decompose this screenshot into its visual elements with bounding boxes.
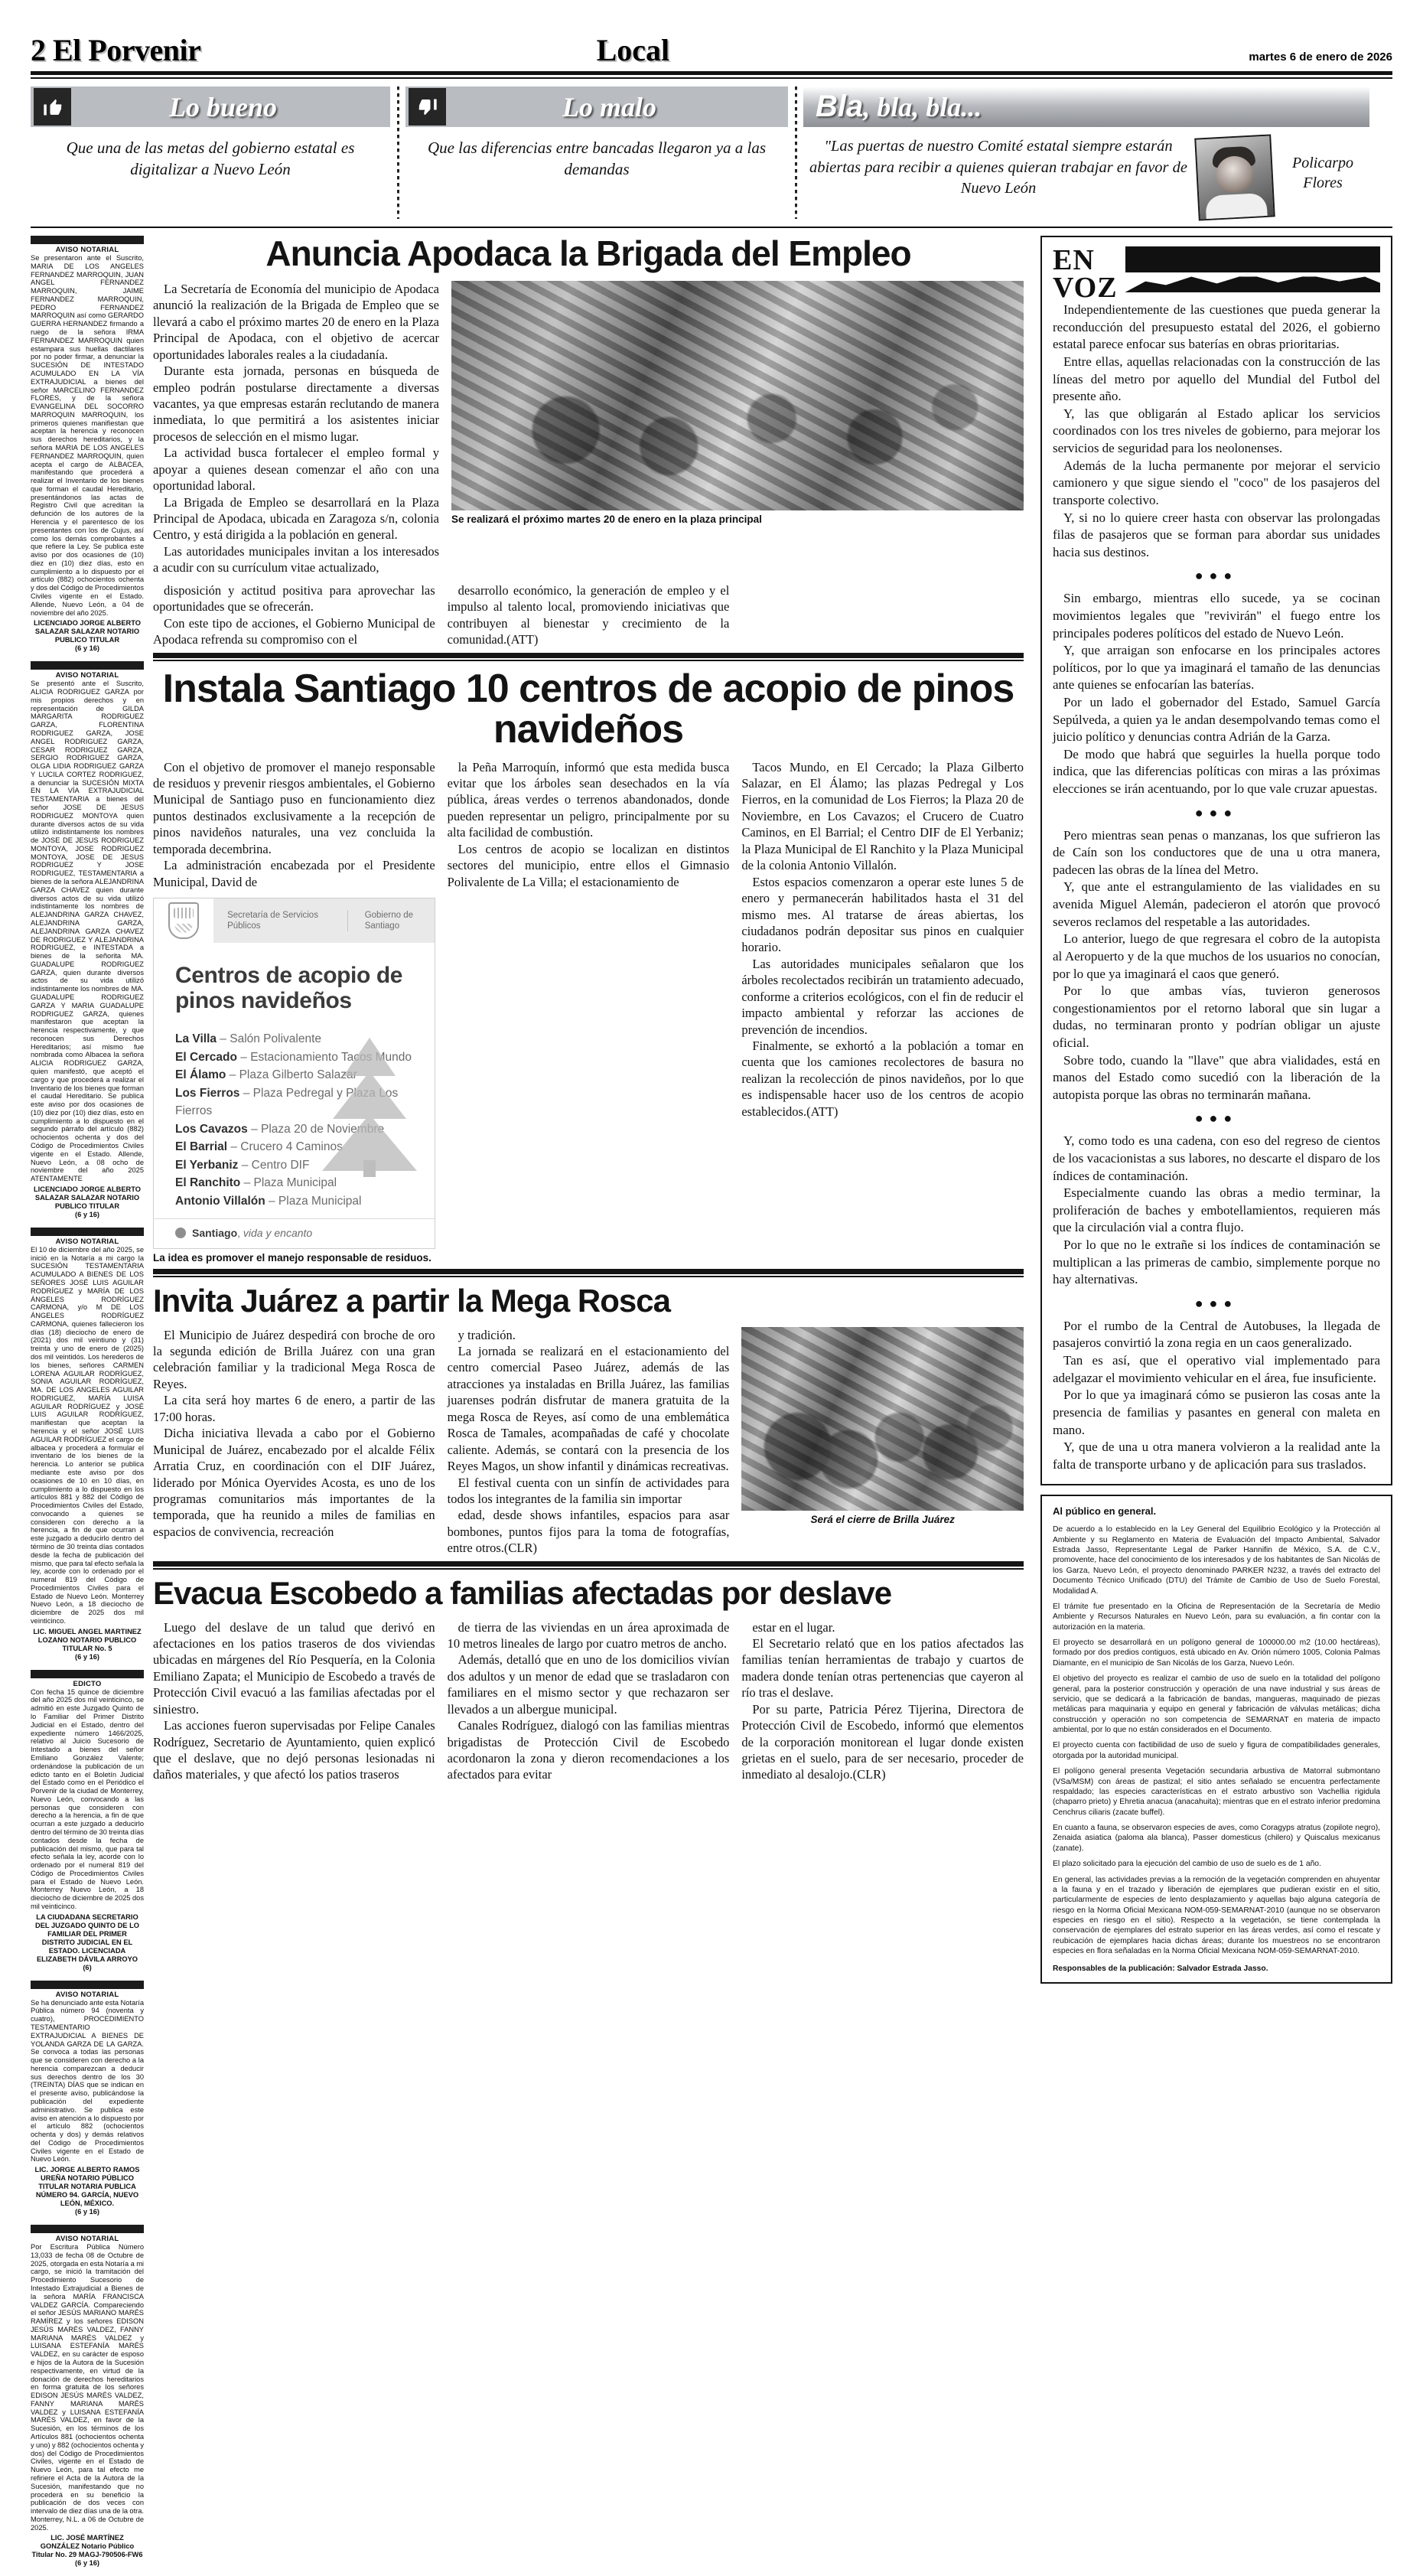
article-divider: [153, 1269, 1024, 1277]
section-separator: ●●●: [1194, 1295, 1239, 1311]
paragraph: El polígono general presenta Vegetación secundaria arbustiva de Matorral submontano (VSa/MSM) con áreas de pastizal; el sitio antes señalado se encuentra perfectamente respaldado; las especies características en el estrato arbustivo son Vachellia rigidula (chaparro prieto) y Ehretia anacua (anacahuita); mientras que en el estrato inferior predomina Cenchrus ciliaris (zacate buffel).: [1053, 1767, 1380, 1817]
legal-notice: [31, 1670, 144, 1971]
article-santiago-cols: [153, 759, 1024, 1264]
notice-signature: LIC. JORGE ALBERTO RAMOS UREÑA NOTARIO PÚBLICO TITULAR NOTARIA PUBLICA NÚMERO 94. GARCÍA, NUEVO LEÓN, MÉXICO.: [34, 2166, 140, 2208]
list-item: El Yerbaniz – Centro DIF: [175, 1158, 310, 1172]
panel-bla-header: [803, 86, 1369, 127]
paragraph: Durante esta jornada, personas en búsqueda de empleo podrán postularse directamente a diversas vacantes, ya que empresas estarán reclutando de manera inmediata, lo que permitirá a los asistentes iniciar procesos de selección en el mismo lugar.: [153, 364, 439, 444]
list-item: El Álamo – Plaza Gilberto Salazar: [175, 1068, 357, 1082]
panel-divider-2: [788, 86, 803, 219]
paragraph: La Brigada de Empleo se desarrollará en la Plaza Principal de Apodaca, ubicada en Zaragoza s/n, colonia Centro, y está dirigida a la población en general.: [153, 494, 439, 543]
paragraph: Por un lado el gobernador del Estado, Samuel García Sepúlveda, a quien ya le andan desempolvando temas como el juicio político y denuncias contra Adrián de la Garza.: [1053, 694, 1380, 745]
santiago-crest-icon: [154, 898, 213, 943]
panels-bottom-rule: [31, 227, 1392, 228]
notice-bar: [31, 1981, 144, 1989]
paragraph: Dicha iniciativa llevada a cabo por el Gobierno Municipal de Juárez, encabezado por el alcalde Félix Arratia Cruz, en coordinación con el DIF Juárez, liderado por Mónica Oyervides Acosta, es uno de los programas comunitarios más importantes de la temporada, que ha reunido a miles de familias en espacios de convivencia, recreación: [153, 1426, 435, 1539]
notice-ref: (6 y 16): [74, 2208, 100, 2216]
notice-body: El 10 de diciembre del año 2025, se inició en la Notaría a mi cargo la SUCESIÓN TESTAMENTARIA ACUMULADO A BIENES DE LOS SEÑORES JOSÉ LUIS AGUILAR RODRÍGUEZ y MARÍA DE LOS ÁNGELES RODRÍGUEZ CARMONA, y/o M DE LOS ÁNGELES RODRÍGUEZ CARMONA, quienes fallecieron los días (18) dieciocho de enero de (2021) dos mil veintiuno y (31) treinta y uno de enero de (2025) dos mil veintidós. Los herederos de los bienes, señores CARMEN LORENA AGUILAR RODRÍGUEZ, SONIA AGUILAR RODRÍGUEZ, MA. DE LOS ANGELES AGUILAR RODRIGUEZ, MARÍA LUISA AGUILAR RODRÍGUEZ y JOSÉ LUIS AGUILAR RODRÍGUEZ, manifiestan que aceptan la herencia y el señor JOSÉ LUIS AGUILAR RODRÍGUEZ el cargo de albacea y procederá a formular el inventario de los bienes de la herencia. Lo anterior se publica mediante este aviso por dos ocasiones de 10 en 10 días, en cumplimiento a lo dispuesto en los artículos 881 y 882 del Código de Procedimientos Civiles del Estado, convocando a quienes se consideren con derecho a la herencia, a fin de que ocurran a este juzgado a deducirlo dentro del término de 30 treinta días contados desde la fecha de publicación del mismo, que para tal efecto señala la ley, acorde con lo ordenado por el numeral 819 del Código de Procedimientos Civiles para el Estado de Nuevo León. Monterrey Nuevo León, a 18 dieciocho de diciembre de 2025 dos mil veinticinco.: [31, 1245, 144, 1625]
paragraph: Y, que arraigan son enfocarse en los principales actores políticos, por lo que ya imaginará el tamaño de las denuncias ante quienes se enfocarían las baterías.: [1053, 643, 1380, 693]
article-divider: [153, 653, 1024, 661]
article-escobedo-col3: [741, 1619, 1024, 1783]
paragraph: Por el rumbo de la Central de Autobuses, la llegada de pasajeros convirtió la zona regia en un caos generalizado.: [1053, 1318, 1380, 1351]
notice-ref: (6 y 16): [74, 1210, 100, 1218]
paragraph: El trámite fue presentado en la Oficina de Representación de la Secretaría de Medio Ambiente y Recursos Naturales en Nuevo León, para su evaluación, a fin contar con la autorización en la materia.: [1053, 1602, 1380, 1632]
article-divider: [153, 1561, 1024, 1570]
legal-notices-column: [31, 236, 144, 2576]
article-santiago: [153, 666, 1024, 1264]
article-escobedo: [153, 1574, 1024, 1783]
article-apodaca-top: [153, 281, 1024, 576]
paragraph: Tan es así, que el operativo vial implementado para adelgazar el movimiento vehicular en el área, fue insuficiente.: [1053, 1353, 1380, 1385]
masthead-rule: [31, 71, 1392, 79]
thumbs-up-icon: [34, 88, 71, 126]
paragraph: Por lo que ya imaginará cómo se pusieron las cosas ante la presencia de familias y pasantes en general con maleta en mano.: [1053, 1387, 1380, 1437]
paragraph: El festival cuenta con un sinfín de actividades para todos los integrantes de la familia sin importar: [447, 1475, 730, 1506]
notice-signature: LIC. MIGUEL ANGEL MARTINEZ LOZANO NOTARIO PUBLICO TITULAR No. 5: [33, 1627, 142, 1652]
list-item: La Villa – Salón Polivalente: [175, 1032, 322, 1046]
pine-tree-icon: [312, 1032, 427, 1177]
santiago-infographic: [153, 898, 435, 1248]
notice-title: AVISO NOTARIAL: [55, 246, 119, 254]
notice-ref: (6 y 16): [74, 644, 100, 653]
infographic-footer: [154, 1218, 435, 1248]
panel-lo-bueno: [31, 86, 390, 219]
paragraph: Por lo que no le extrañe si los índices de contaminación se multiplican a las primeras de cambio, simplemente porque no hay alternativas.: [1053, 1237, 1380, 1287]
notice-bar: [31, 1228, 144, 1236]
infographic-body: [154, 943, 435, 1218]
infographic-dept-left: Secretaría de Servicios Públicos: [227, 910, 318, 931]
list-item: Antonio Villalón – Plaza Municipal: [175, 1195, 362, 1208]
article-juarez: [153, 1282, 1024, 1557]
infographic-title: Centros de acopio de pinos navideños: [175, 963, 403, 1014]
list-item: Los Cavazos – Plaza 20 de Noviembre: [175, 1122, 385, 1136]
article-apodaca-spacer: [741, 582, 1024, 648]
paragraph: Especialmente cuando las obras a medio terminar, la proliferación de baches y embotellamientos, requieren más que la circulación vial a contra flujo.: [1053, 1185, 1380, 1235]
panel-bla-quote: "Las puertas de nuestro Comité estatal siempre estarán abiertas para recibir a quienes quieran trabajar en favor de Nuevo León: [809, 138, 1188, 197]
paragraph: Y, como todo es una cadena, con eso del regreso de cientos de los vacacionistas a sus labores, no descarte el disparo de los índices de contaminación.: [1053, 1133, 1380, 1183]
paragraph: Las acciones fueron supervisadas por Felipe Canales Rodríguez, Secretario de Ayuntamiento, quien explicó que el deslave, que no dejó personas lesionadas ni daños materiales, y que afectó los patios traseros: [153, 1718, 435, 1782]
notice-bar: [31, 236, 144, 244]
panel-bla-body: [803, 127, 1369, 219]
paragraph: Finalmente, se exhortó a la población a tomar en cuenta que los camiones recolectores de basura no realizan la recolección de pinos navideños, por lo que es indispensable hacer uso de los centros de acopio establecidos.(ATT): [741, 1039, 1024, 1119]
article-apodaca-col3: [448, 582, 730, 648]
santiago-logo-icon: [175, 1228, 186, 1238]
en-voz-column: [1040, 236, 1392, 1485]
panel-bla-title-bold: Bla: [816, 90, 864, 123]
infographic-dept-right: Gobierno de Santiago: [347, 910, 435, 932]
paragraph: Los centros de acopio se localizan en distintos sectores del municipio, entre ellos el Gimnasio Polivalente de La Villa; el estacionamiento de: [447, 841, 730, 889]
article-juarez-cols: [153, 1327, 1024, 1557]
paragraph: Entre ellas, aquellas relacionadas con la construcción de las líneas del metro por aquello del Mundial del Futbol del presente año.: [1053, 354, 1380, 404]
paragraph: Estos espacios comenzaron a operar este lunes 5 de enero y permanecerán habilitados hasta el 31 del mismo mes. Al tratarse de áreas abiertas, los ciudadanos podrán depositar sus pinos en cualquier horario.: [741, 874, 1024, 955]
panel-lo-bueno-header: [31, 86, 390, 127]
legal-notice: [31, 661, 144, 1218]
notice-title: EDICTO: [73, 1679, 102, 1688]
masthead: [0, 0, 1423, 71]
article-escobedo-col2: [448, 1619, 730, 1783]
article-juarez-photo: [741, 1327, 1024, 1511]
notice-body: Con fecha 15 quince de diciembre del año 2025 dos mil veinticinco, se admitió en este Juzgado Quinto de lo Familiar del Primer Distrito Judicial en el Estado, dentro del expediente número 1466/2025, relativo al Juicio Sucesorio de Intestado a bienes del señor Emiliano González Valente; ordenándose la publicación de un edicto tanto en el Boletín Judicial del Estado como en el Periódico el Porvenir de la ciudad de Monterrey, Nuevo León, convocando a las personas que consideren con derecho a la herencia, a fin de que ocurran a este juzgado a deducirlo dentro del término de 30 treinta días contados desde la fecha de publicación del mismo, que para tal efecto señala la ley, acorde con lo ordenado por el numeral 819 del Código de Procedimientos Civiles para el Estado de Nuevo León. Monterrey Nuevo León, a 18 dieciocho de diciembre de 2025 dos mil veinticinco.: [31, 1687, 144, 1910]
notice-signature: LIC. JOSÉ MARTÍNEZ GONZÁLEZ Notario Público Titular No. 29 MAGJ-790506-FW6: [31, 2534, 143, 2559]
legal-notice: [31, 2225, 144, 2567]
notice-body: Se presentaron ante el Suscrito, MARIA DE LOS ANGELES FERNANDEZ MARROQUIN, JUAN ANGEL FERNANDEZ MARROQUIN, JAIME FERNANDEZ MARROQUIN, PEDRO FERNANDEZ MARROQUIN así como GERARDO GUERRA HERNANDEZ firmando a ruego de la señora IRMA FERNANDEZ MARROQUIN quien estampara sus huellas dactilares por no poder firmar, a denunciar la SUCESIÓN DE INTESTADO ACUMULADO EN LA VÍA EXTRAJUDICIAL a bienes del señor MARCELINO FERNANDEZ FLORES, y de la señora EVANGELINA DEL SOCORRO MARROQUIN MARROQUIN, los primeros quienes manifiestan que aceptan la herencia y reconocen sus derechos hereditarios, y la señora MARIA DE LOS ANGELES FERNANDEZ MARROQUIN, quien acepta el cargo de ALBACEA, manifestando que procederá a realizar el Inventario de los bienes que forman el caudal Hereditario, presentándonos las actas de Registro Civil que acreditan la defunción de los autores de la Herencia y el parentesco de los presentantes con los de Cujus, así como los demás comprobantes a que refiere la Ley. Se publica este aviso por dos ocasiones de (10) diez en (10) diez días, esto en cumplimiento a lo dispuesto por el artículo (882) ochocientos ochenta y dos del Código de Procedimientos Civiles vigente en el Estado. Allende, Nuevo León, a 04 de noviembre del año 2025.: [31, 254, 144, 617]
article-apodaca-caption: Se realizará el próximo martes 20 de enero en la plaza principal: [451, 513, 762, 525]
paragraph: Por lo que ambas vías, tuvieron generosos congestionamientos por el retorno laboral que sin lugar a dudas, no terminaran pronto y podrían obligar un ajuste oficial.: [1053, 983, 1380, 1050]
article-apodaca: [153, 233, 1024, 648]
paragraph: edad, desde shows infantiles, espacios para asar bombones, puntos fijos para la toma de fotografías, entre otros.(CLR): [447, 1508, 730, 1556]
infographic-footer-text: Santiago, vida y encanto: [192, 1226, 313, 1239]
paragraph: La Secretaría de Economía del municipio de Apodaca anunció la realización de la Brigada de Empleo que se llevará a cabo el próximo martes 20 de enero en la Plaza Principal de Apodaca, con el objetivo de acercar oportunidades laborales reales a la ciudadanía.: [153, 281, 439, 362]
article-juarez-photo-wrap: [741, 1327, 1024, 1557]
paragraph: De modo que habrá que seguirles la huella porque todo indica, que las diferencias políticas con miras a las próximas elecciones se irán acentuando, por lo que vale cruzar apuestas.: [1053, 746, 1380, 797]
section-separator: ●●●: [1194, 1110, 1239, 1127]
paragraph: Y, las que obligarán al Estado aplicar los servicios coordinados con los tres niveles de gobierno, para mejorar los servicios de seguridad para los neolonenses.: [1053, 406, 1380, 456]
paragraph: Sin embargo, mientras ello sucede, ya se cocinan movimientos legales que "revivirán" el fuego entre los principales poderes políticos del estado de Nuevo León.: [1053, 591, 1380, 641]
paragraph: De acuerdo a lo establecido en la Ley General del Equilibrio Ecológico y la Protección al Ambiente y su Reglamento en Materia de Evaluación del Impacto Ambiental, Salvador Estrada Jasso, Representante Legal de Parker Hannifin de México, S.A. de C.V., promovente, hace del conocimiento de los interesados y de los habitantes de San Nicolás de los Garza, Nuevo León, el proyecto denominado PARKER N232, a través del extracto del Documento Técnico Unificado (DTU) del Trámite de Cambio de Uso de Suelo Forestal, Modalidad A.: [1053, 1525, 1380, 1596]
paragraph: la Peña Marroquín, informó que esta medida busca evitar que los árboles sean desechados en la vía pública, áreas verdes o terrenos abandonados, donde pueden representar un peligro, principalmente por su alta facilidad de combustión.: [447, 759, 730, 840]
article-juarez-col2: [448, 1327, 730, 1557]
article-santiago-caption: La idea es promover el manejo responsable de residuos.: [153, 1251, 431, 1264]
public-notice-heading: Al público en general.: [1053, 1505, 1157, 1518]
opinion-column: [1033, 236, 1392, 1984]
paragraph: El plazo solicitado para la ejecución del cambio de uso de suelo es de 1 año.: [1053, 1860, 1321, 1869]
paragraph: de tierra de las viviendas en un área aproximada de 10 metros lineales de largo por cuatro metros de ancho.: [447, 1619, 730, 1651]
paragraph: El Municipio de Juárez despedirá con broche de oro la segunda edición de Brilla Juárez con una gran celebración familiar y la tradicional Mega Rosca de Reyes.: [153, 1327, 435, 1391]
article-apodaca-col1: [153, 281, 439, 576]
paragraph: El proyecto se desarrollará en un polígono general de 100000.00 m2 (10.00 hectáreas), formado por dos predios contiguos, está ubicado en Av. Orión número 1005, Colonia Palmas Diamante, en el municipio de San Nicolás de los Garza, Nuevo León.: [1053, 1639, 1380, 1668]
public-notice-box: [1040, 1495, 1392, 1983]
paragraph: y tradición.: [458, 1327, 516, 1342]
thumbs-down-icon: [409, 88, 446, 126]
article-apodaca-bottom: [153, 582, 1024, 648]
notice-signature: LICENCIADO JORGE ALBERTO SALAZAR SALAZAR NOTARIO PUBLICO TITULAR: [34, 619, 141, 644]
paragraph: La actividad busca fortalecer el empleo formal y apoyar a quienes desean comenzar el año con una oportunidad laboral.: [153, 445, 439, 494]
paragraph: Luego del deslave de un talud que derivó en afectaciones en los patios traseros de dos viviendas ubicadas en márgenes del Río Pesquería, en la Colonia Emiliano Zapata; el Municipio de Escobedo a través de Protección Civil evacuó a las familias afectadas por el siniestro.: [153, 1619, 435, 1717]
legal-notice: [31, 1228, 144, 1661]
paragraph: disposición y actitud positiva para aprovechar las oportunidades que se ofrecerán.: [153, 582, 435, 615]
article-apodaca-col2: [153, 582, 435, 648]
mountain-silhouette-icon: [1125, 246, 1380, 292]
article-santiago-col2: [448, 759, 730, 1264]
paragraph: Las autoridades municipales invitan a los interesados a acudir con su currículum vitae actualizado,: [153, 543, 439, 576]
paragraph: Las autoridades municipales señalaron que los árboles recolectados recibirán un tratamiento adecuado, conforme a criterios ecológicos, con el fin de reducir el impacto ambiental y reforzar las acciones de prevención de incendios.: [741, 956, 1024, 1037]
paragraph: Sobre todo, cuando la "llave" que abra vialidades, está en manos del Estado como sucedió con la liberación de la autopista porque las obras no terminarán mañana.: [1053, 1052, 1380, 1102]
paragraph: Y, que de una u otra manera volvieron a la realidad ante la falta de transporte urbano y de aplicación para sus traslados.: [1053, 1440, 1380, 1472]
en-voz-header: [1053, 244, 1380, 305]
section-separator: ●●●: [1194, 568, 1239, 584]
panel-lo-malo-text: Que las diferencias entre bancadas llegaron ya a las demandas: [427, 139, 767, 178]
notice-title: AVISO NOTARIAL: [55, 1990, 119, 1999]
notice-signature: LA CIUDADANA SECRETARIO DEL JUZGADO QUINTO DE LO FAMILIAR DEL PRIMER DISTRITO JUDICIAL EN EL ESTADO. LICENCIADA ELIZABETH DÁVILA ARROYO: [34, 1912, 140, 1963]
paragraph: Además de la lucha permanente por mejorar el servicio camionero y que sigue siendo el "coco" de los pasajeros del transporte colectivo.: [1053, 458, 1380, 507]
article-santiago-headline: Instala Santiago 10 centros de acopio de pinos navideños: [162, 666, 1014, 752]
panel-bla-title-rest: , bla, bla...: [863, 92, 982, 122]
paragraph: Con el objetivo de promover el manejo responsable de residuos y prevenir riesgos ambientales, el Gobierno Municipal de Santiago puso en funcionamiento diez puntos destinados exclusivamente a la recepción de pinos navideños naturales, una vez concluida la temporada decembrina.: [153, 759, 435, 856]
article-santiago-col3: [741, 759, 1024, 1264]
notice-bar: [31, 1670, 144, 1678]
article-juarez-col1: [153, 1327, 435, 1557]
page-title: 2 El Porvenir: [31, 33, 201, 67]
notice-bar: [31, 661, 144, 670]
paragraph: Canales Rodríguez, dialogó con las familias mientras brigadistas de Protección Civil de Escobedo acordonaron la zona y dieron recomendaciones a los afectados para evitar: [447, 1718, 730, 1782]
notice-ref: (6 y 16): [74, 2559, 100, 2568]
paragraph: Y, que ante el estrangulamiento de las vialidades en su avenida Miguel Alemán, padecieron el atorón que provocó severos reclamos del respetable a las autoridades.: [1053, 879, 1380, 929]
notice-ref: (6): [83, 1963, 92, 1971]
panel-lo-bueno-text: Que una de las metas del gobierno estatal es digitalizar a Nuevo León: [66, 139, 355, 178]
paragraph: Con este tipo de acciones, el Gobierno Municipal de Apodaca refrenda su compromiso con el: [153, 615, 435, 647]
list-item: El Ranchito – Plaza Municipal: [175, 1176, 337, 1190]
notice-body: Por Escritura Pública Número 13,033 de fecha 08 de Octubre de 2025, otorgada en esta Notaría a mi cargo, se inició la tramitación del Procedimiento Sucesorio de Intestado Extrajudicial a Bienes de la señora MARÍA FRANCISCA VALDEZ GARCÍA. Compareciendo el señor JESÚS MARIANO MARÉS RAMÍREZ y los señores EDISON JESÚS MARÉS VALDEZ, FANNY MARIANA MARÉS VALDEZ y LUISANA ESTEFANÍA MARÉS VALDEZ, en su carácter de esposo e hijos de la Autora de la Sucesión respectivamente, en virtud de la donación de derechos hereditarios en forma gratuita de los señores EDISON JESÚS MARÉS VALDEZ, FANNY MARIANA MARÉS VALDEZ y LUISANA ESTEFANÍA MARÉS VALDEZ, en favor de la Sucesión, en los términos de los Artículos 881 (ochocientos ochenta y uno) y 882 (ochocientos ochenta y dos) del Código de Procedimientos Civiles, vigente en el Estado de Nuevo León, para tal efecto me refiriere el Acta de la Autora de la Sucesión, manifestando que no procederá en su beneficio la publicación de dos veces con intervalo de diez días una de la otra. Monterrey, N.L. a 06 de Octubre de 2025.: [31, 2243, 144, 2532]
articles-column: [144, 233, 1033, 1783]
panel-lo-malo-header: [405, 86, 788, 127]
panel-divider-1: [390, 86, 405, 219]
paragraph: El proyecto cuenta con factibilidad de uso de suelo y figura de compatibilidades generales, otorgada por la autoridad municipal.: [1053, 1741, 1380, 1760]
paragraph: Lo anterior, luego de que regresara el cobro de la autopista al Aeropuerto y de la que muchos de los usuarios no conocían, por lo que ya imaginará el caos que generó.: [1053, 931, 1380, 981]
paragraph: Y, si no lo quiere creer hasta con observar las prolongadas filas de pasajeros que se forman para abordar sus unidades hacia sus destinos.: [1053, 510, 1380, 559]
paragraph: Independientemente de las cuestiones que pueda generar la reconducción del presupuesto estatal del 2026, el gobierno estatal parece enfocar sus baterías en obras prioritarias.: [1053, 302, 1380, 352]
paragraph: El objetivo del proyecto es realizar el cambio de uso de suelo en la totalidad del polígono general, para la posterior construcción y operación de una nave industrial y sus áreas de servicio, que se dedicará a la fabricación de bandas, mangueras, maquinado de piezas metálicas para maquinaria y equipo en general y fabricación de válvulas metálicas; dicha construcción y operación no son competencia de SEMARNAT en materia de impacto ambiental, por lo que no están considerados en el Documento.: [1053, 1674, 1380, 1735]
notice-body: Se presentó ante el Suscrito, ALICIA RODRIGUEZ GARZA por mis propios derechos y en representación de GILDA MARGARITA RODRIGUEZ GARZA, FLORENTINA RODRIGUEZ GARZA, JOSE ANGEL RODRIGUEZ GARZA, CESAR RODRIGUEZ GARZA, SERGIO RODRIGUEZ GARZA, OLGA LIDIA RODRIGUEZ GARZA Y LUCILA CORTEZ RODRIGUEZ, a denunciar la SUCESIÓN MIXTA EN LA VÍA EXTRAJUDICIAL TESTAMENTARIA a bienes del señor JOSE DE JESUS RODRIGUEZ MONTOYA quien durante diversos actos de su vida utilizó indistintamente los nombres de JOSE DE JESUS RODRIGUEZ MONTOYA, JOSE RODRIGUEZ MONTOYA, JOSE DE JESUS RODRIGUEZ Y JOSE RODRIGUEZ, TESTAMENTARIA a bienes de la señora ALEJANDRINA GARZA CHAVEZ quien durante diversos actos de su vida utilizó indistintamente los nombres de ALEJANDRINA GARZA CHAVEZ, ALEJANDRINA GARZA, ALEJANDRINA GARZA CHAVEZ DE RODRIGUEZ Y ALEJANDRINA RODRIGUEZ, e INTESTADA a bienes de la señorita MA. GUADALUPE RODRIGUEZ GARZA, quien durante diversos actos de su vida utilizó indistintamente los nombres de MA. GUADALUPE RODRIGUEZ GARZA Y MARIA GUADALUPE RODRIGUEZ GARZA, quienes manifestaron que aceptan la herencia respectivamente, y que reconocen sus Derechos Hereditarios; así mismo fue nombrada como Albacea la señora ALICIA RODRIGUEZ GARZA, quien manifestó, que aceptó el cargo y que procederá a realizar el Inventario de los bienes que forman el caudal Hereditario. Se publica este aviso por dos ocasiones de (10) diez por (10) diez días, esto en cumplimiento a lo dispuesto en el segundo párrafo del artículo (882) ochocientos ochenta y dos del Código de Procedimientos Civiles vigente en el Estado. Allende, Nuevo León, a 08 ocho de noviembre del año 2025 ATENTAMENTE: [31, 680, 144, 1183]
paragraph: La administración encabezada por el Presidente Municipal, David de: [153, 858, 435, 889]
notice-title: AVISO NOTARIAL: [55, 671, 119, 680]
public-notice-footer: Responsables de la publicación: Salvador Estrada Jasso.: [1053, 1964, 1268, 1973]
article-juarez-headline: Invita Juárez a partir la Mega Rosca: [153, 1282, 670, 1319]
paragraph: Pero mientras sean penas o manzanas, los que sufrieron las de Caín son los conductores que de una u otra manera, padecen las obras de la línea del Metro.: [1053, 827, 1380, 877]
article-santiago-col1: [153, 759, 435, 1264]
article-apodaca-photo: [451, 281, 1024, 510]
article-apodaca-photo-wrap: [451, 281, 1024, 576]
list-item: El Cercado – Estacionamiento Tacos Mundo: [175, 1050, 412, 1064]
main-content: [31, 233, 1392, 2576]
paragraph: Además, detalló que en uno de los domicilios vivían dos adultos y un menor de edad que se trasladaron con familiares en el mismo sector y que rechazaron ser llevados a un albergue municipal.: [447, 1652, 730, 1717]
paragraph: estar en el lugar.: [752, 1619, 835, 1635]
list-item: Los Fierros – Plaza Pedregal y Plaza Los Fierros: [175, 1086, 399, 1118]
notice-signature: LICENCIADO JORGE ALBERTO SALAZAR SALAZAR NOTARIO PUBLICO TITULAR: [34, 1185, 141, 1210]
paragraph: desarrollo económico, la generación de empleo y el impulso al talento local, promoviendo iniciativas que contribuyen al bienestar y crecimiento de la comunidad.(ATT): [447, 582, 730, 647]
panel-lo-malo-title: Lo malo: [562, 91, 656, 122]
list-item: El Barrial – Crucero 4 Caminos: [175, 1140, 343, 1154]
paragraph: El Secretario relató que en los patios afectados las familias tenían herramientas de trabajo y cuartos de madera donde tenían otras pertenencias que cayeron al río tras el deslave.: [741, 1635, 1024, 1700]
panel-lo-malo: [405, 86, 788, 219]
notice-body: Se ha denunciado ante esta Notaría Pública número 94 (noventa y cuatro), PROCEDIMIENTO TESTAMENTARIO EXTRAJUDICIAL A BIENES DE YOLANDA GARZA DE LA GARZA. Se convoca a todas las personas que se consideren con derecho a la herencia comparezcan a deducir sus derechos dentro de los 30 (TREINTA) DÍAS que se indican en el presente aviso, publicándose la publicación del expediente administrativo. Se publica este aviso en atención a lo dispuesto por el artículo 882 (ochocientos ochenta y dos) y demás relativos del Código de Procedimientos Civiles vigente en el Estado de Nuevo León.: [31, 1998, 144, 2164]
panel-bla-bla: [803, 86, 1369, 219]
paragraph: La jornada se realizará en el estacionamiento del centro comercial Paseo Juárez, además de las atracciones ya instaladas en Brilla Juárez, las familias juarenses podrán disfrutar de manera gratuita de la mega Rosca de Reyes, así como de una emblemática Rosca de Tamales, acompañadas de café y chocolate caliente. Además, se contará con la presencia de los Reyes Magos, un show infantil y dinámicas recreativas.: [447, 1344, 730, 1474]
notice-title: AVISO NOTARIAL: [55, 2235, 119, 2244]
notice-ref: (6 y 16): [74, 1652, 100, 1661]
avatar: [1194, 134, 1275, 220]
paragraph: Tacos Mundo, en El Cercado; la Plaza Gilberto Salazar, en El Álamo; las plazas Pedregal y Los Fierros, en la comunidad de Los Fierros; la Plaza 20 de Noviembre, en Los Cavazos; el Crucero de Cuatro Caminos, en El Barrial; el Centro DIF de El Yerbaniz; la Plaza Municipal de El Ranchito y la Plaza Municipal de la colonia Antonio Villalón.: [741, 759, 1024, 873]
article-apodaca-headline: Anuncia Apodaca la Brigada del Empleo: [265, 233, 911, 273]
panel-bla-person: Policarpo Flores: [1292, 155, 1353, 191]
article-escobedo-col1: [153, 1619, 435, 1783]
section-title: Local: [596, 33, 670, 67]
issue-date: martes 6 de enero de 2026: [1249, 51, 1392, 64]
notice-title: AVISO NOTARIAL: [55, 1237, 119, 1246]
en-voz-title: EN VOZ: [1053, 244, 1118, 305]
legal-notice: [31, 236, 144, 652]
panel-bla-title: [803, 90, 1369, 124]
opinion-panels: [31, 86, 1392, 219]
paragraph: Por su parte, Patricia Pérez Tijerina, Directora de Protección Civil de Escobedo, informó que elementos de la corporación monitorean el lugar donde existen grietas en el suelo, para de ser necesario, proceder de inmediato al desalojo.(CLR): [741, 1701, 1024, 1782]
paragraph: En cuanto a fauna, se observaron especies de aves, como Coragyps atratus (zopilote negro), Zenaida asiatica (paloma ala blanca), Passer domesticus (chilero) y Quiscalus mexicanus (zanate).: [1053, 1824, 1380, 1853]
article-escobedo-headline: Evacua Escobedo a familias afectadas por deslave: [153, 1574, 892, 1611]
section-separator: ●●●: [1194, 804, 1239, 820]
paragraph: La cita será hoy martes 6 de enero, a partir de las 17:00 horas.: [153, 1393, 435, 1424]
legal-notice: [31, 1981, 144, 2216]
panel-lo-bueno-title: Lo bueno: [168, 91, 277, 122]
infographic-header: [154, 898, 435, 943]
paragraph: En general, las actividades previas a la remoción de la vegetación comprenden en ahuyentar a la fauna y en el trazado y liberación de ejemplares que pudieran existir en el sitio, particularmente de especies de lento desplazamiento y aquellas bajo alguna categoría de riesgo en la Norma Oficial Mexicana NOM-059-SEMARNAT-2010 (aunque no se observaron especies en riesgo en el sitio). Respecto a la vegetación, se tiene contemplada la conservación de ejemplares del estrato superior en las áreas verdes, así como el rescate y reubicación de ejemplares hacia dichas áreas; durante los muestreos no se encontraron especies en flora señaladas en la Norma Oficial Mexicana NOM-059-SEMARNAT-2010.: [1053, 1875, 1380, 1956]
article-escobedo-cols: [153, 1619, 1024, 1783]
article-juarez-caption: Será el cierre de Brilla Juárez: [810, 1513, 955, 1525]
notice-bar: [31, 2225, 144, 2233]
